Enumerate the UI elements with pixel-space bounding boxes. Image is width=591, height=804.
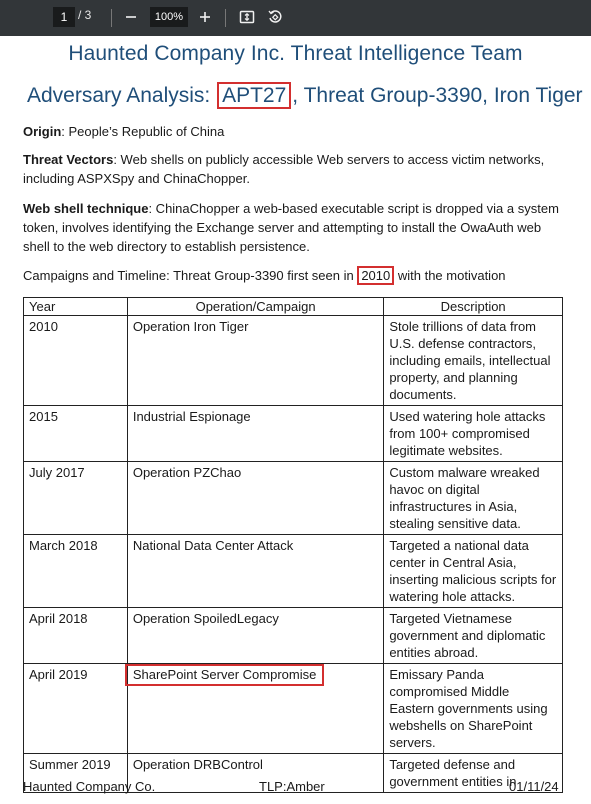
cell-year: 2015 xyxy=(24,406,128,462)
campaigns-prefix: Campaigns and Timeline: Threat Group-3390 first seen in xyxy=(23,268,358,283)
cell-description: Stole trillions of data from U.S. defense contractors, including emails, intellectual property, and planning documents. xyxy=(384,316,563,406)
cell-description: Emissary Panda compromised Middle Eastern governments using webshells on SharePoint servers. xyxy=(384,664,563,754)
origin-label: Origin xyxy=(23,124,62,139)
cell-year: March 2018 xyxy=(24,535,128,608)
zoom-level-input[interactable]: 100% xyxy=(150,7,188,27)
cell-year: Summer 2019 xyxy=(24,754,128,793)
cell-description: Targeted defense and government entities in xyxy=(384,754,563,793)
cell-description: Custom malware wreaked havoc on digital infrastructures in Asia, stealing sensitive data. xyxy=(384,462,563,535)
table-row xyxy=(24,664,563,754)
cell-operation: Operation Iron Tiger xyxy=(127,316,384,406)
zoom-out-button[interactable] xyxy=(118,4,144,30)
timeline-table xyxy=(23,297,563,793)
cell-operation xyxy=(127,664,384,754)
document-title: Haunted Company Inc. Threat Intelligence Team xyxy=(68,42,523,65)
rotate-button[interactable] xyxy=(262,4,288,30)
cell-description: Used watering hole attacks from 100+ compromised legitimate websites. xyxy=(384,406,563,462)
pdf-toolbar xyxy=(0,0,591,36)
cell-operation: Operation PZChao xyxy=(127,462,384,535)
cell-year: April 2018 xyxy=(24,608,128,664)
table-row xyxy=(24,462,563,535)
campaigns-paragraph xyxy=(23,266,568,285)
toolbar-divider xyxy=(111,9,112,27)
cell-operation: Operation SpoiledLegacy xyxy=(127,608,384,664)
table-row xyxy=(24,535,563,608)
subtitle-suffix: , Threat Group-3390, Iron Tiger xyxy=(292,84,583,107)
table-row xyxy=(24,406,563,462)
table-row xyxy=(24,608,563,664)
footer-date: 01/11/24 xyxy=(509,779,559,794)
subtitle-prefix: Adversary Analysis: xyxy=(27,84,217,107)
document-page xyxy=(0,36,591,804)
fit-page-icon xyxy=(239,9,255,25)
origin-paragraph xyxy=(23,122,568,141)
cell-year: July 2017 xyxy=(24,462,128,535)
header-year: Year xyxy=(24,298,128,316)
page-count: / 3 xyxy=(78,8,92,22)
subtitle-highlight-apt27: APT27 xyxy=(217,82,291,109)
cell-operation: National Data Center Attack xyxy=(127,535,384,608)
sharepoint-highlight: SharePoint Server Compromise xyxy=(125,664,325,686)
cell-year: 2010 xyxy=(24,316,128,406)
rotate-icon xyxy=(267,9,283,25)
cell-description: Targeted Vietnamese government and diplomatic entities abroad. xyxy=(384,608,563,664)
zoom-in-button[interactable] xyxy=(192,4,218,30)
cell-description: Targeted a national data center in Central Asia, inserting malicious scripts for watering hole attacks. xyxy=(384,535,563,608)
webshell-paragraph xyxy=(23,199,568,256)
threat-vectors-paragraph xyxy=(23,150,568,188)
fit-to-page-button[interactable] xyxy=(234,4,260,30)
header-operation: Operation/Campaign xyxy=(127,298,384,316)
table-row xyxy=(24,316,563,406)
minus-icon xyxy=(125,11,137,23)
footer-company: Haunted Company Co. xyxy=(23,779,156,794)
vectors-text: : Web shells on publicly accessible Web servers to access victim networks, including ASPXSpy and ChinaChopper. xyxy=(23,152,545,186)
plus-icon xyxy=(199,11,211,23)
cell-year: April 2019 xyxy=(24,664,128,754)
header-description: Description xyxy=(384,298,563,316)
vectors-label: Threat Vectors xyxy=(23,152,114,167)
campaigns-suffix: with the motivation xyxy=(394,268,506,283)
cell-operation: Operation DRBControl xyxy=(127,754,384,793)
toolbar-divider xyxy=(225,9,226,27)
webshell-label: Web shell technique xyxy=(23,201,149,216)
footer-tlp: TLP:Amber xyxy=(259,779,325,794)
document-subtitle xyxy=(27,84,583,108)
webshell-text: : ChinaChopper a web-based executable script is dropped via a system token, involves identifying the Exchange server and attempting to install the OwaAuth web shell to the web directory to establish persistence. xyxy=(23,201,559,254)
origin-text: : People’s Republic of China xyxy=(61,124,225,139)
cell-operation: Industrial Espionage xyxy=(127,406,384,462)
table-header-row xyxy=(24,298,563,316)
page-number-input[interactable]: 1 xyxy=(53,7,75,27)
campaigns-year-highlight: 2010 xyxy=(357,266,394,285)
